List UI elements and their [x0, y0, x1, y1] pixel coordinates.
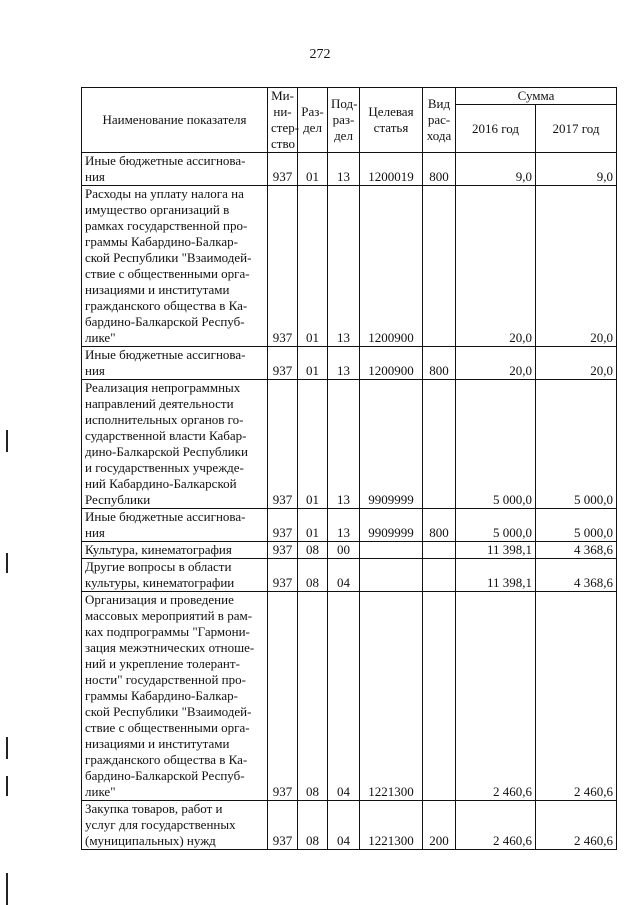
cell-target: 1200900	[360, 347, 423, 380]
table-row	[82, 559, 617, 592]
cell-subsection: 04	[328, 592, 360, 801]
table-row	[82, 509, 617, 542]
cell-2017: 4 368,6	[536, 542, 617, 559]
cell-subsection: 13	[328, 186, 360, 347]
cell-name: Иные бюджетные ассигнова- ния	[82, 153, 268, 186]
cell-2017: 5 000,0	[536, 380, 617, 509]
cell-2016: 5 000,0	[456, 509, 536, 542]
cell-2017: 9,0	[536, 153, 617, 186]
cell-section: 08	[298, 592, 328, 801]
table-header	[82, 88, 617, 153]
cell-name: Организация и проведение массовых мероприятий в рам- ках подпрограммы "Гармони- зация межэтнических отноше- ний и укрепление толерант- ности" государственной про- граммы Кабардино-Балкар- ской Республики "Взаимодей- ствие с общественными орга- низациями и институтами гражданского общества в Ка- бардино-Балкарской Респуб- лике"	[82, 592, 268, 801]
table-row	[82, 801, 617, 850]
cell-target: 1221300	[360, 592, 423, 801]
cell-subsection: 13	[328, 380, 360, 509]
cell-2016: 9,0	[456, 153, 536, 186]
cell-2017: 20,0	[536, 347, 617, 380]
cell-ministry: 937	[268, 592, 298, 801]
cell-expense	[423, 380, 456, 509]
cell-name: Иные бюджетные ассигнова- ния	[82, 347, 268, 380]
cell-name: Другие вопросы в области культуры, кинематографии	[82, 559, 268, 592]
table-row	[82, 347, 617, 380]
table-row	[82, 592, 617, 801]
header-expense: Вид рас- хода	[423, 88, 456, 153]
cell-2017: 20,0	[536, 186, 617, 347]
cell-section: 08	[298, 559, 328, 592]
table-row	[82, 186, 617, 347]
header-2017: 2017 год	[536, 105, 617, 153]
cell-expense	[423, 592, 456, 801]
budget-table	[81, 87, 617, 850]
cell-subsection: 00	[328, 542, 360, 559]
cell-2017: 4 368,6	[536, 559, 617, 592]
cell-2016: 20,0	[456, 347, 536, 380]
header-sum: Сумма	[456, 88, 617, 105]
header-name: Наименование показателя	[82, 88, 268, 153]
cell-2016: 20,0	[456, 186, 536, 347]
cell-ministry: 937	[268, 509, 298, 542]
cell-ministry: 937	[268, 347, 298, 380]
cell-target	[360, 559, 423, 592]
cell-2016: 5 000,0	[456, 380, 536, 509]
cell-2016: 2 460,6	[456, 592, 536, 801]
cell-ministry: 937	[268, 801, 298, 850]
cell-ministry: 937	[268, 153, 298, 186]
cell-target: 1221300	[360, 801, 423, 850]
header-2016: 2016 год	[456, 105, 536, 153]
margin-mark	[6, 430, 8, 452]
table-body	[82, 153, 617, 850]
cell-2017: 2 460,6	[536, 801, 617, 850]
cell-ministry: 937	[268, 542, 298, 559]
cell-2016: 11 398,1	[456, 542, 536, 559]
cell-target: 1200900	[360, 186, 423, 347]
cell-subsection: 13	[328, 509, 360, 542]
cell-2017: 5 000,0	[536, 509, 617, 542]
cell-expense: 800	[423, 347, 456, 380]
table-row	[82, 542, 617, 559]
cell-name: Культура, кинематография	[82, 542, 268, 559]
cell-name: Расходы на уплату налога на имущество организаций в рамках государственной про- граммы Кабардино-Балкар- ской Республики "Взаимодей- ствие с общественными орга- низациями и институтами гражданского общества в Ка- бардино-Балкарской Респуб- лике"	[82, 186, 268, 347]
header-subsection: Под- раз- дел	[328, 88, 360, 153]
cell-ministry: 937	[268, 380, 298, 509]
cell-section: 01	[298, 347, 328, 380]
cell-subsection: 04	[328, 559, 360, 592]
cell-expense	[423, 186, 456, 347]
cell-expense: 800	[423, 509, 456, 542]
cell-expense: 200	[423, 801, 456, 850]
header-ministry: Ми- ни- стер- ство	[268, 88, 298, 153]
cell-target	[360, 542, 423, 559]
margin-mark	[6, 553, 8, 573]
cell-section: 01	[298, 380, 328, 509]
cell-target: 9909999	[360, 380, 423, 509]
cell-name: Закупка товаров, работ и услуг для государственных (муниципальных) нужд	[82, 801, 268, 850]
cell-name: Иные бюджетные ассигнова- ния	[82, 509, 268, 542]
header-target: Целевая статья	[360, 88, 423, 153]
cell-subsection: 13	[328, 153, 360, 186]
cell-expense: 800	[423, 153, 456, 186]
page-number: 272	[309, 47, 331, 62]
cell-target: 1200019	[360, 153, 423, 186]
cell-2016: 11 398,1	[456, 559, 536, 592]
margin-mark	[6, 737, 8, 759]
cell-subsection: 13	[328, 347, 360, 380]
cell-subsection: 04	[328, 801, 360, 850]
cell-ministry: 937	[268, 186, 298, 347]
cell-section: 01	[298, 186, 328, 347]
cell-section: 08	[298, 542, 328, 559]
cell-name: Реализация непрограммных направлений деятельности исполнительных органов го- сударственной власти Кабар- дино-Балкарской Республики и государственных учрежде- ний Кабардино-Балкарской Республики	[82, 380, 268, 509]
margin-mark	[6, 873, 8, 905]
cell-section: 08	[298, 801, 328, 850]
table-row	[82, 380, 617, 509]
cell-expense	[423, 542, 456, 559]
cell-section: 01	[298, 509, 328, 542]
cell-expense	[423, 559, 456, 592]
cell-section: 01	[298, 153, 328, 186]
cell-ministry: 937	[268, 559, 298, 592]
cell-target: 9909999	[360, 509, 423, 542]
cell-2017: 2 460,6	[536, 592, 617, 801]
cell-2016: 2 460,6	[456, 801, 536, 850]
header-section: Раз- дел	[298, 88, 328, 153]
table-row	[82, 153, 617, 186]
margin-mark	[6, 776, 8, 796]
